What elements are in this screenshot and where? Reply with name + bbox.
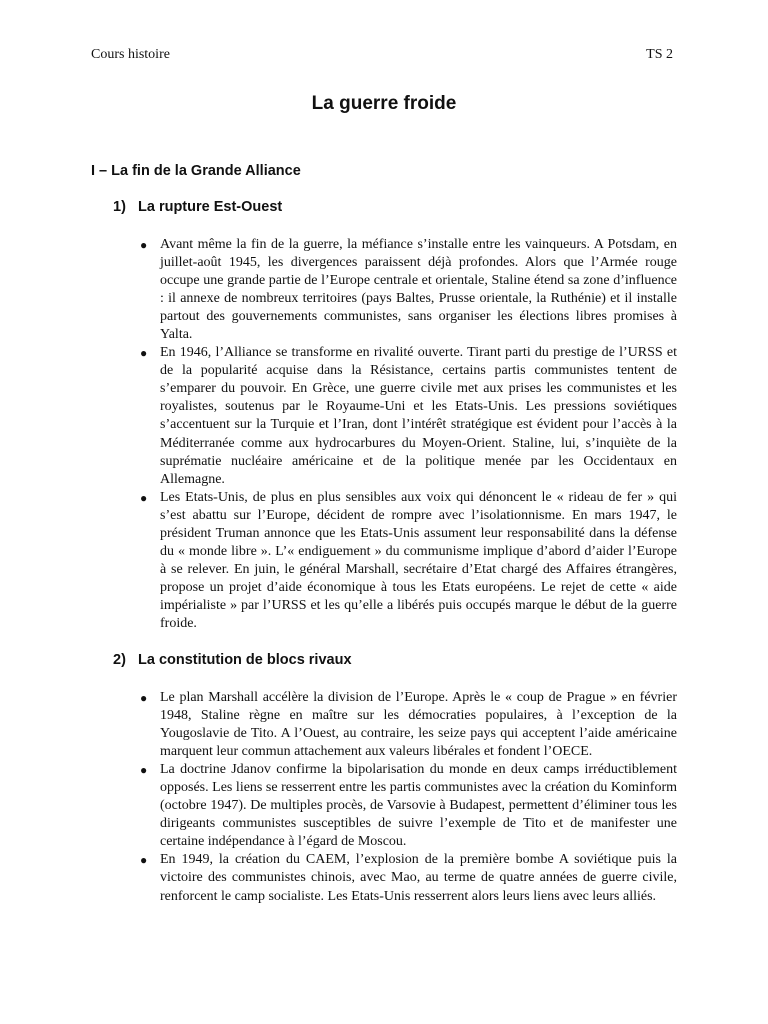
paragraph-text: Le plan Marshall accélère la division de l’Europe. Après le « coup de Prague » en février 1948, Staline règne en maître sur les démocraties populaires, à l’exception de la Yougoslavie de Tito. A l’Ouest, au contraire, les seize pays qui acceptent l’aide américaine marquent leur commun attachement aux valeurs libérales et fondent l’OECE. [160, 690, 677, 760]
bullet-icon: ● [140, 346, 148, 361]
list-item [136, 851, 677, 905]
page-title: La guerre froide [311, 93, 457, 114]
section-heading: I – La fin de la Grande Alliance [91, 163, 301, 179]
subsection-number: 2) [113, 652, 126, 668]
list-item [136, 761, 677, 851]
subsection-number: 1) [113, 199, 126, 215]
list-item [136, 489, 677, 633]
subsection-title: La rupture Est-Ouest [138, 199, 283, 215]
bullet-icon: ● [140, 763, 148, 778]
course-label: Cours histoire [91, 47, 170, 62]
subsection-heading-2 [113, 652, 352, 668]
bullet-icon: ● [140, 853, 148, 868]
bullet-icon: ● [140, 238, 148, 252]
paragraph-text: En 1946, l’Alliance se transforme en rivalité ouverte. Tirant parti du prestige de l’URSS et de la popularité acquise dans la Résistance, certains partis communistes tentent de s’emparer du pouvoir. En Grèce, une guerre civile met aux prises les communistes et les royalistes, soutenus par le Royaume-Uni et les Etats-Unis. Les pressions soviétiques s’accentuent sur la Turquie et l’Iran, dont l’intérêt stratégique est évident pour l’accès à la Méditerranée comme aux hydrocarbures du Moyen-Orient. Staline, lui, s’inquiète de la suprématie nucléaire américaine et de la politique menée par les Occidentaux en Allemagne. [160, 345, 677, 487]
paragraph-text: Avant même la fin de la guerre, la méfiance s’installe entre les vainqueurs. A Potsdam, en juillet-août 1945, les divergences paraissent déjà profondes. Alors que l’Armée rouge occupe une grande partie de l’Europe centrale et orientale, Staline étend sa zone d’influence : il annexe de nombreux territoires (pays Baltes, Prusse orientale, la Ruthénie) et il installe partout des gouvernements communistes, sans organiser les élections libres promises à Yalta. [160, 237, 677, 343]
page-header [91, 46, 673, 64]
list-item [136, 689, 677, 761]
paragraph-text: Les Etats-Unis, de plus en plus sensibles aux voix qui dénoncent le « rideau de fer » qui s’est abattu sur l’Europe, décident de rompre avec l’isolationnisme. En mars 1947, le président Truman annonce que les Etats-Unis assument leur responsabilité dans la défense du « monde libre ». L’« endiguement » du communisme implique d’abord d’aider l’Europe à se relever. En juin, le général Marshall, secrétaire d’Etat chargé des Affaires étrangères, propose un projet d’aide économique à tous les Etats européens. Le rejet de cette « aide impérialiste » par l’URSS et les qu’elle a libérés puis occupés marque le début de la guerre froide. [160, 489, 677, 631]
bullet-icon: ● [140, 490, 148, 505]
bullet-icon: ● [140, 691, 148, 705]
subsection-title: La constitution de blocs rivaux [138, 652, 352, 668]
list-item [136, 236, 677, 344]
subsection-heading-1 [113, 199, 282, 215]
bullet-list-2 [136, 689, 677, 906]
bullet-list-1 [136, 236, 677, 633]
class-label: TS 2 [646, 47, 673, 62]
paragraph-text: La doctrine Jdanov confirme la bipolarisation du monde en deux camps irréductiblement opposés. Les liens se resserrent entre les partis communistes avec la création du Kominform (octobre 1947). De multiples procès, de Varsovie à Budapest, permettent d’éliminer tous les dirigeants communistes susceptibles de suivre l’exemple de Tito et de manifester une certaine indépendance à l’égard de Moscou. [160, 762, 677, 850]
paragraph-text: En 1949, la création du CAEM, l’explosion de la première bombe A soviétique puis la victoire des communistes chinois, avec Mao, au terme de quatre années de guerre civile, renforcent le camp socialiste. Les Etats-Unis resserrent alors leurs liens avec leurs alliés. [160, 852, 677, 904]
list-item [136, 344, 677, 488]
